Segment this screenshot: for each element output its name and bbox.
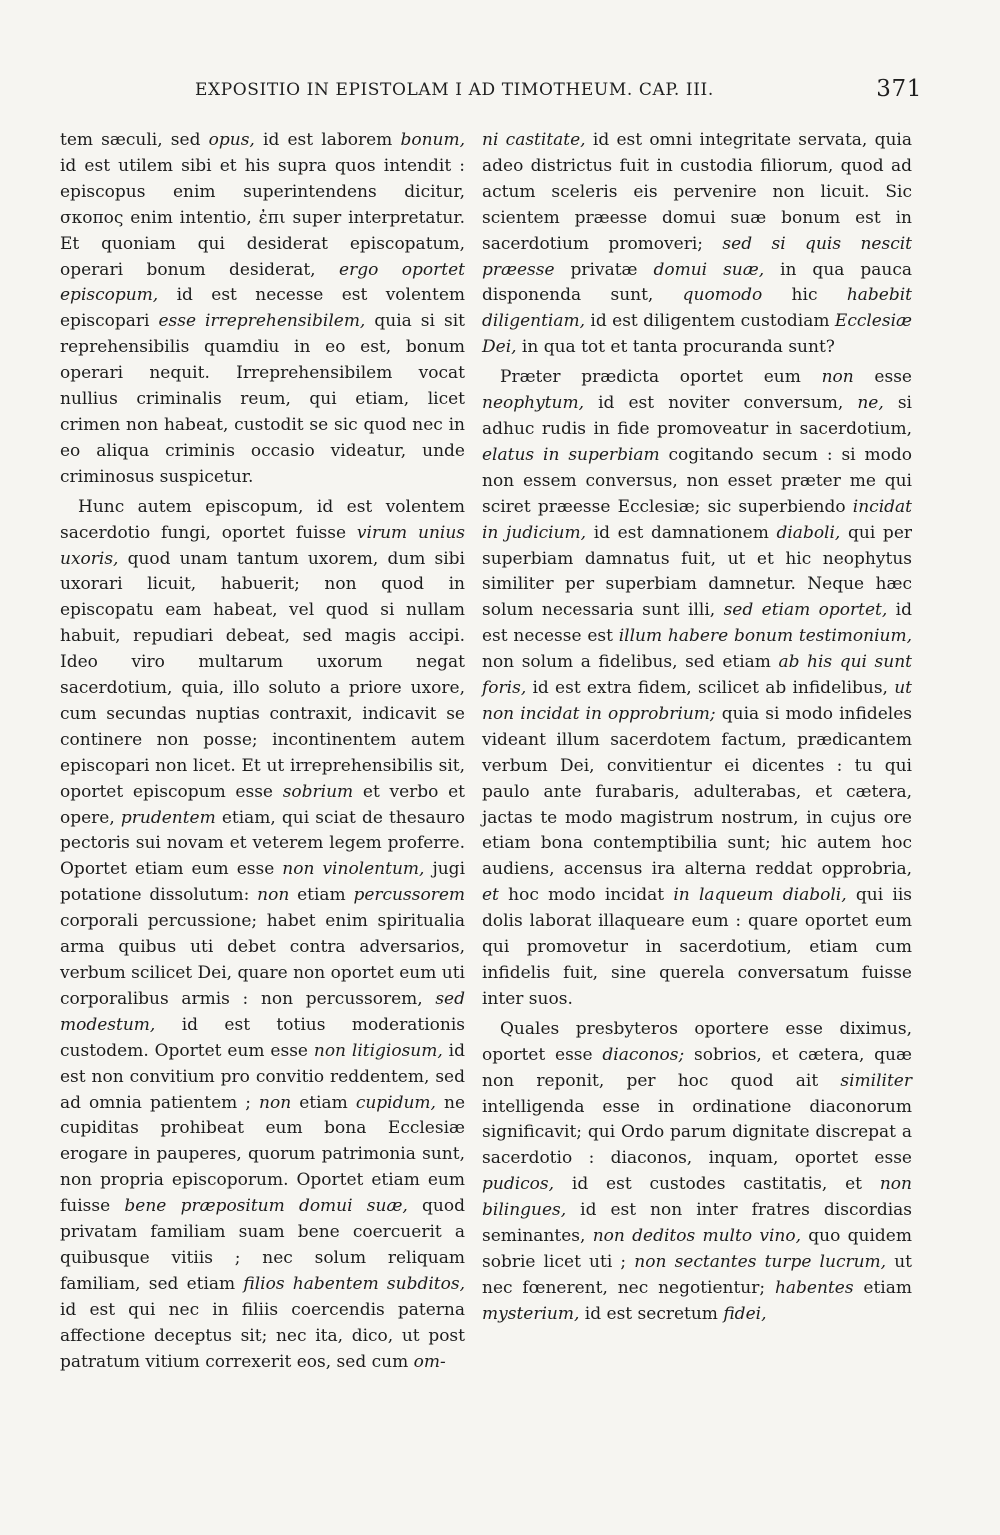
italic-text: sobrium [282,781,354,802]
text-run: in qua tot et tanta procuranda sunt? [516,337,835,358]
italic-text: non bilingues, [482,1174,912,1221]
text-run: Præter prædicta oportet eum [500,367,822,388]
text-run: et verbo et opere, [60,781,465,828]
italic-text: non sectantes turpe lucrum, [634,1251,887,1272]
text-run: id est necesse est [482,600,912,647]
paragraph [60,128,465,491]
italic-text: esse irreprehensibilem, [158,311,366,332]
italic-text: diaboli, [776,522,841,543]
text-run: id est secretum [579,1303,724,1324]
italic-text: incidat in judicium, [482,496,912,543]
italic-text: fidei, [723,1303,767,1324]
running-header [195,76,922,106]
text-run: id est necesse est volentem episcopari [60,285,465,332]
italic-text: sed etiam oportet, [723,600,888,621]
text-run: id est utilem sibi et his supra quos intendit : episcopus enim superintendens dicitur, σκοπος enim intentio, ἐπι super interpretatur. Et quoniam qui desiderat episcopatum, operari bonum desiderat, [60,155,465,280]
italic-text: ni castitate, [482,130,586,150]
text-run: id est non convitium pro convitio reddentem, sed ad omnia patientem ; [60,1040,465,1113]
text-run: si adhuc rudis in fide promoveatur in sacerdotium, [482,393,912,439]
italic-text: diaconos; [602,1044,685,1065]
text-run: id est qui nec in filiis coercendis paterna affectione deceptus sit; nec ita, dico, ut post patratum vitium correxerit eos, sed cum [60,1299,465,1372]
text-run: non solum a fidelibus, sed etiam [482,652,779,673]
text-run: etiam, qui sciat de thesauro pectoris sui novam et veterem legem proferre. Oportet etiam eum esse [60,807,465,880]
text-run: in qua pauca disponenda sunt, [482,259,912,306]
paragraph [60,495,465,1376]
italic-text: filios habentem subditos, [243,1273,465,1294]
italic-text: om- [413,1351,446,1372]
italic-text: opus, [208,130,255,150]
text-run: Hunc autem episcopum, id est volentem sacerdotio fungi, oportet fuisse [60,496,465,543]
text-run: id est diligentem custodiam [585,311,835,332]
text-run: id est omni integritate servata, quia adeo districtus fuit in custodia filiorum, quod ad actum sceleris eis pervenire non licuit. Sic scientem præesse domui suæ bonum est in sacerdotium promoveri; [482,130,913,254]
italic-text: bonum, [400,130,465,150]
italic-text: domui suæ, [653,259,765,280]
text-run: quia si sit reprehensibilis quamdiu in eo est, bonum operari nequit. Irreprehensibilem vocat nullius criminalis reum, qui etiam, licet crimen non habeat, custodit se sic quod nec in eo aliqua criminis occasio videatur, unde criminosus suspicetur. [60,311,465,487]
paragraph [482,128,912,361]
text-run: quia si modo infideles videant illum sacerdotem factum, prædicantem verbum Dei, convitientur ei dicentes : tu qui paulo ante furabaris, adulterabas, et cætera, jactas te modo magistrum nostrum, in cujus ore etiam bona contemptibilia sunt; hic autem hoc audiens, accensus ira alterna reddat opprobria, [482,703,912,880]
text-run: hoc modo incidat [498,885,674,906]
text-run: id est noviter conversum, [583,393,858,414]
italic-text: sed si quis nescit præesse [482,233,912,280]
text-run: tem sæculi, sed [60,130,209,150]
text-run: id est non inter fratres discordias seminantes, [482,1200,912,1247]
text-run: cogitando secum : si modo non essem conversus, non esset præter me qui sciret præesse Ecclesiæ; sic superbiendo [482,444,912,517]
italic-text: ne, [857,393,884,414]
italic-text: elatus in superbiam [482,444,660,465]
italic-text: virum unius uxoris, [60,522,466,569]
text-run: id est laborem [254,130,401,150]
text-run: hic [762,285,847,306]
page-number: 371 [876,76,922,102]
right-column [482,128,912,1328]
italic-text: prudentem [120,807,216,828]
paragraph [482,1017,912,1328]
paragraph [482,365,912,1013]
text-run: quod privatam familiam suam bene coercuerit a quibusque vitiis ; nec solum reliquam familiam, sed etiam [60,1196,466,1294]
italic-text: non [257,885,290,906]
italic-text: non deditos multo vino, [592,1226,801,1247]
text-run: etiam [291,1092,356,1113]
text-run: quo quidem sobrie licet uti ; [482,1226,912,1272]
italic-text: non vinolentum, [282,859,425,880]
italic-text: Ecclesiæ Dei, [482,311,912,358]
left-column [60,128,465,1376]
text-run: jugi potatione dissolutum: [60,859,466,906]
italic-text: ut non incidat in opprobrium; [482,678,912,724]
text-run: sobrios, et cætera, quæ non reponit, per hoc quod ait [482,1044,912,1091]
text-run: id est totius moderationis custodem. Oportet eum esse [60,1014,465,1061]
italic-text: neophytum, [482,393,584,414]
running-title: EXPOSITIO IN EPISTOLAM I AD TIMOTHEUM. CAP. III. [195,80,714,100]
text-run: id est custodes castitatis, et [554,1174,880,1195]
text-run: id est damnationem [586,522,777,543]
text-run: privatæ [554,259,654,280]
italic-text: ab his qui sunt foris, [482,652,912,699]
italic-text: in laqueum diaboli, [673,885,847,906]
text-run: qui per superbiam damnatus fuit, ut et hic neophytus similiter per superbiam damnetur. Neque hæc solum necessaria sunt illi, [482,522,913,621]
italic-text: mysterium, [482,1303,580,1324]
italic-text: similiter [840,1070,912,1091]
text-run: etiam [289,885,354,906]
italic-text: ergo oportet episcopum, [60,259,465,306]
text-run: etiam [853,1277,912,1298]
italic-text: non [821,367,854,388]
text-run: quod unam tantum uxorem, dum sibi uxorari licuit, habuerit; non quod in episcopatu eam habeat, vel quod si nullam habuit, repudiari debeat, sed magis accipi. Ideo viro multarum uxorum negat sacerdotium, quia, illo soluto a priore uxore, cum secundas nuptias contraxit, indicavit se continere non posse; incontinentem autem episcopari non licet. Et ut irreprehensibilis sit, oportet episcopum esse [60,548,465,802]
text-run: intelligenda esse in ordinatione diaconorum significavit; qui Ordo parum dignitate discrepat a sacerdotio : diaconos, inquam, oportet esse [482,1096,912,1169]
text-run: qui iis dolis laborat illaqueare eum : quare oportet eum qui promovetur in sacerdotium, etiam cum infidelis fuit, sine querela conversatum fuisse inter suos. [482,885,912,1009]
italic-text: habentes [774,1277,854,1298]
italic-text: percussorem [353,885,465,906]
text-run: id est extra fidem, scilicet ab infidelibus, [526,678,895,699]
italic-text: cupidum, [355,1092,436,1113]
italic-text: sed modestum, [60,988,465,1035]
italic-text: quomodo [682,285,763,306]
italic-text: illum habere bonum testimonium, [618,626,912,647]
italic-text: et [482,885,499,906]
italic-text: pudicos, [482,1174,555,1195]
italic-text: habebit diligentiam, [482,285,912,332]
text-run: corporali percussione; habet enim spiritualia arma quibus uti debet contra adversarios, verbum scilicet Dei, quare non oportet eum uti corporalibus armis : non percussorem, [60,911,465,1009]
italic-text: non [259,1092,292,1113]
text-run: esse [853,367,912,388]
italic-text: non litigiosum, [313,1040,443,1061]
italic-text: bene præpositum domui suæ, [124,1196,408,1217]
text-run: ne cupiditas prohibeat eum bona Ecclesiæ erogare in pauperes, quorum patrimonia sunt, non propria episcoporum. Oportet etiam eum fuisse [60,1092,466,1217]
text-run: ut nec fœnerent, nec negotientur; [482,1251,913,1298]
text-run: Quales presbyteros oportere esse diximus, oportet esse [482,1018,912,1065]
